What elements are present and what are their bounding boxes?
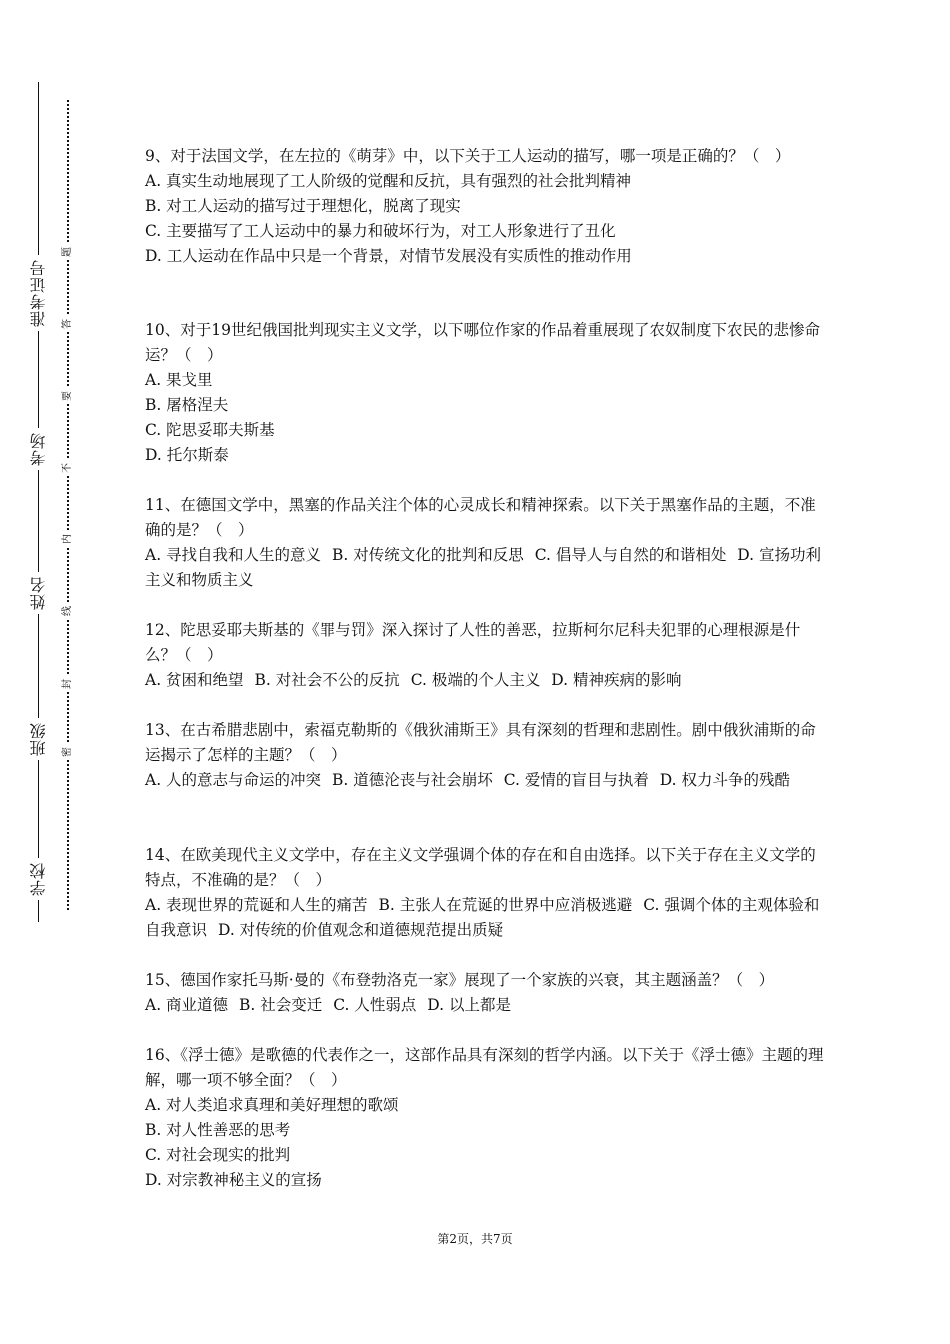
seal-char: 要 xyxy=(61,388,75,404)
option-b: B. 社会变迁 xyxy=(239,996,323,1014)
question-13 xyxy=(145,718,825,793)
option-a: A. 对人类追求真理和美好理想的歌颂 xyxy=(145,1096,399,1114)
option-b: B. 对人性善恶的思考 xyxy=(145,1121,291,1139)
question-14 xyxy=(145,843,825,943)
option-d: D. 工人运动在作品中只是一个背景，对情节发展没有实质性的推动作用 xyxy=(145,247,632,265)
option-b: B. 对传统文化的批判和反思 xyxy=(332,546,524,564)
option-c: C. 爱情的盲目与执着 xyxy=(503,771,649,789)
question-12 xyxy=(145,618,825,693)
option-c: C. 强调个体的主观体验和自我意识 xyxy=(145,896,820,939)
options-inline xyxy=(145,668,825,693)
question-text: 13、在古希腊悲剧中，索福克勒斯的《俄狄浦斯王》具有深刻的哲理和悲剧性。剧中俄狄浦斯的命运揭示了怎样的主题？（ ） xyxy=(145,721,816,764)
option-a: A. 真实生动地展现了工人阶级的觉醒和反抗，具有强烈的社会批判精神 xyxy=(145,172,632,190)
question-11 xyxy=(145,493,825,593)
option-a: A. 商业道德 xyxy=(145,996,229,1014)
option-b: B. 道德沦丧与社会崩坏 xyxy=(332,771,493,789)
binding-seal-line xyxy=(67,100,69,910)
option-a: A. 寻找自我和人生的意义 xyxy=(145,546,322,564)
option-b: B. 对社会不公的反抗 xyxy=(254,671,400,689)
field-class-label: 班级 xyxy=(22,718,56,760)
question-15 xyxy=(145,968,825,1018)
page-footer: 第2页，共7页 xyxy=(437,1232,513,1246)
option-d: D. 对传统的价值观念和道德规范提出质疑 xyxy=(217,921,504,939)
field-school-label: 学校 xyxy=(22,858,56,900)
seal-char: 密 xyxy=(61,744,75,760)
question-text: 12、陀思妥耶夫斯基的《罪与罚》深入探讨了人性的善恶，拉斯柯尔尼科夫犯罪的心理根源是什么？（ ） xyxy=(145,621,801,664)
options-inline xyxy=(145,768,825,793)
field-ticket-number-label: 准考证号 xyxy=(22,255,56,331)
option-a: A. 果戈里 xyxy=(145,371,213,389)
option-d: D. 托尔斯泰 xyxy=(145,446,229,464)
field-name-label: 姓名 xyxy=(22,572,56,614)
binding-margin xyxy=(0,0,80,1344)
option-c: C. 主要描写了工人运动中的暴力和破坏行为，对工人形象进行了丑化 xyxy=(145,222,616,240)
question-text: 9、对于法国文学，在左拉的《萌芽》中，以下关于工人运动的描写，哪一项是正确的？（ ） xyxy=(145,147,791,165)
option-c: C. 对社会现实的批判 xyxy=(145,1146,291,1164)
option-d: D. 权力斗争的残酷 xyxy=(659,771,791,789)
option-b: B. 主张人在荒诞的世界中应消极逃避 xyxy=(378,896,633,914)
option-a: A. 贫困和绝望 xyxy=(145,671,244,689)
option-c: C. 倡导人与自然的和谐相处 xyxy=(534,546,727,564)
option-a: A. 表现世界的荒诞和人生的痛苦 xyxy=(145,896,368,914)
question-text: 10、对于19世纪俄国批判现实主义文学，以下哪位作家的作品着重展现了农奴制度下农民的悲惨命运？（ ） xyxy=(145,321,820,364)
option-b: B. 屠格涅夫 xyxy=(145,396,229,414)
question-9 xyxy=(145,144,825,269)
option-d: D. 宣扬功利主义和物质主义 xyxy=(145,546,822,589)
field-exam-room-label: 考场 xyxy=(22,428,56,470)
binding-solid-line xyxy=(38,82,39,922)
options-inline xyxy=(145,543,825,593)
option-a: A. 人的意志与命运的冲突 xyxy=(145,771,322,789)
option-c: C. 极端的个人主义 xyxy=(410,671,541,689)
option-d: D. 对宗教神秘主义的宣扬 xyxy=(145,1171,322,1189)
seal-char: 线 xyxy=(61,603,75,619)
question-text: 15、德国作家托马斯·曼的《布登勃洛克一家》展现了一个家族的兴衰，其主题涵盖？（ ） xyxy=(145,971,775,989)
option-d: D. 精神疾病的影响 xyxy=(551,671,682,689)
question-text: 14、在欧美现代主义文学中，存在主义文学强调个体的存在和自由选择。以下关于存在主义文学的特点，不准确的是？（ ） xyxy=(145,846,816,889)
option-b: B. 对工人运动的描写过于理想化，脱离了现实 xyxy=(145,197,461,215)
question-16 xyxy=(145,1043,825,1193)
question-text: 11、在德国文学中，黑塞的作品关注个体的心灵成长和精神探索。以下关于黑塞作品的主题，不准确的是？（ ） xyxy=(145,496,816,539)
seal-char: 内 xyxy=(61,531,75,547)
question-text: 16、《浮士德》是歌德的代表作之一，这部作品具有深刻的哲学内涵。以下关于《浮士德》主题的理解，哪一项不够全面？（ ） xyxy=(145,1046,824,1089)
question-10 xyxy=(145,318,825,468)
option-c: C. 陀思妥耶夫斯基 xyxy=(145,421,275,439)
seal-char: 不 xyxy=(61,460,75,476)
seal-char: 题 xyxy=(61,244,75,260)
option-d: D. 以上都是 xyxy=(427,996,512,1014)
seal-char: 封 xyxy=(61,676,75,692)
options-inline xyxy=(145,993,825,1018)
seal-char: 答 xyxy=(61,316,75,332)
options-inline xyxy=(145,893,825,943)
option-c: C. 人性弱点 xyxy=(333,996,417,1014)
